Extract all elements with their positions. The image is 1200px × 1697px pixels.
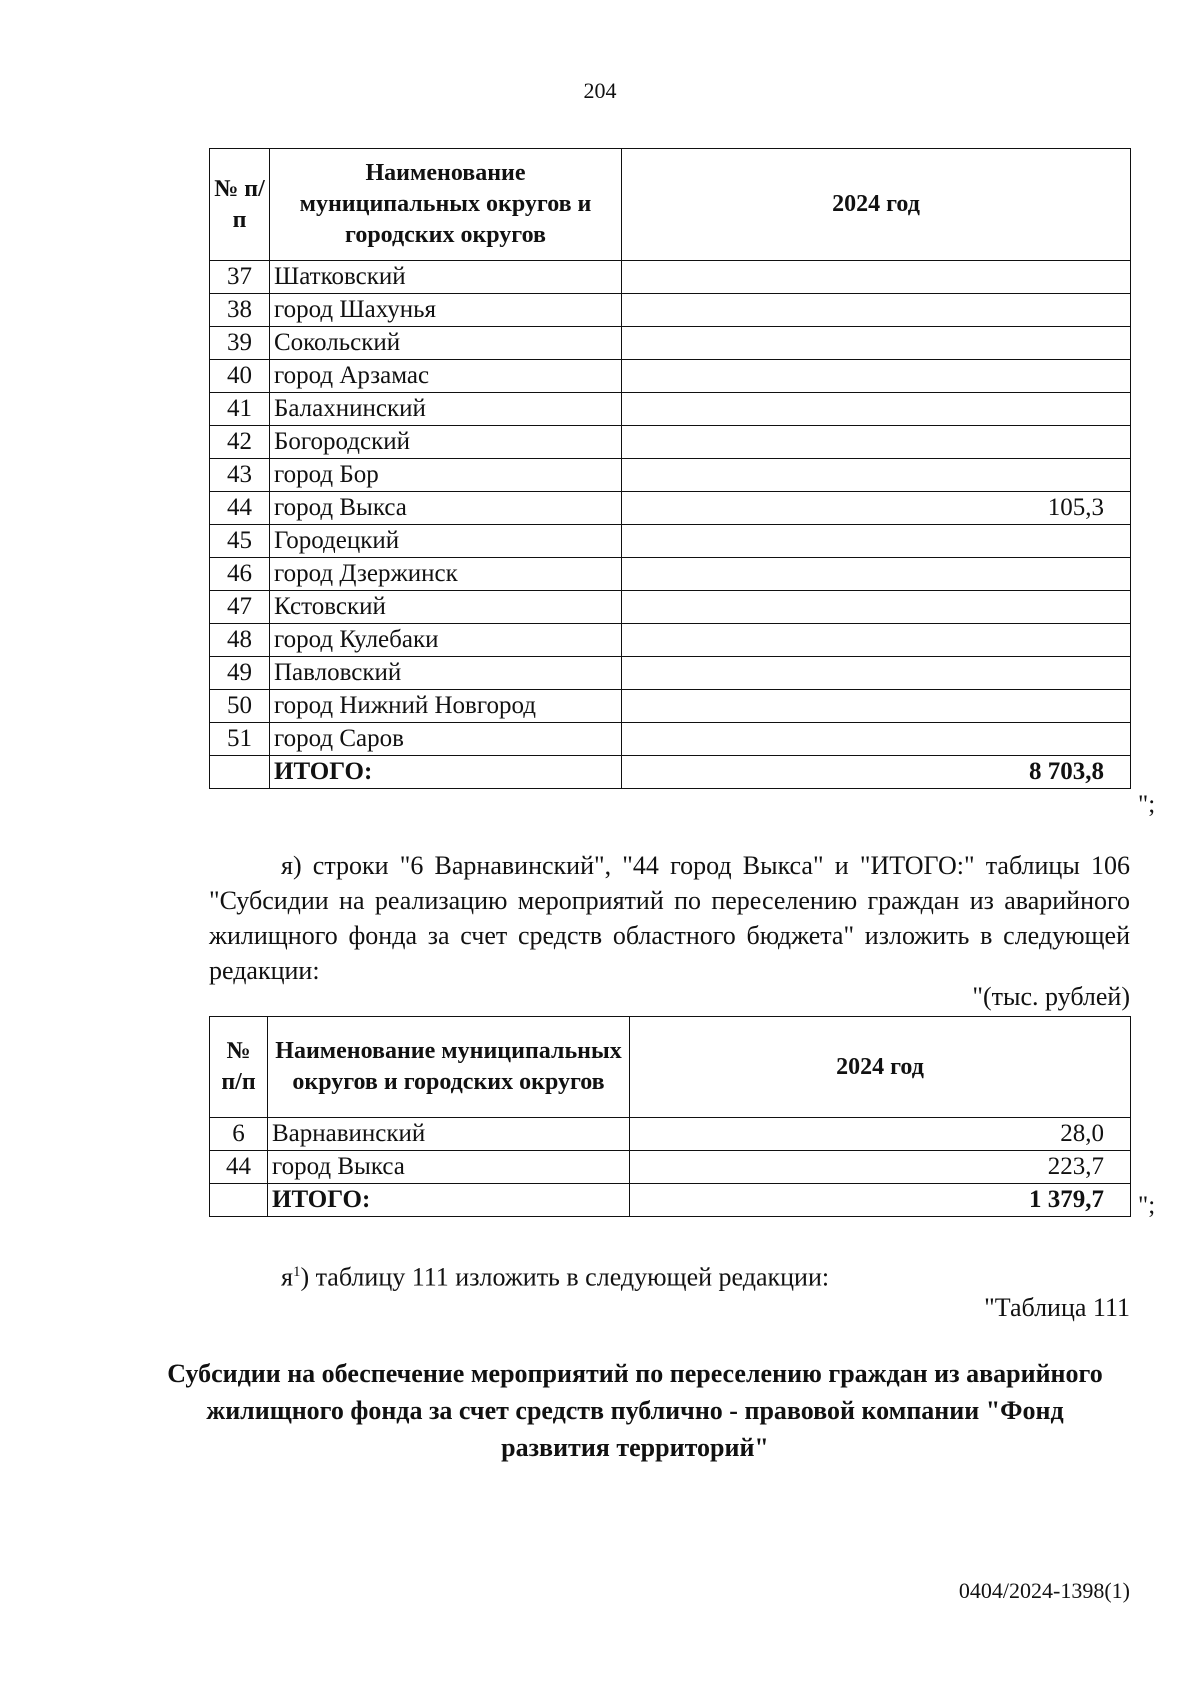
row-name: город Арзамас — [270, 360, 622, 393]
row-value — [622, 360, 1131, 393]
paragraph-text: я) строки "6 Варнавинский", "44 город Выкса" и "ИТОГО:" таблицы 106 "Субсидии на реализацию мероприятий по переселению граждан из аварийного жилищного фонда за счет средств областного бюджета" изложить в следующей редакции: — [209, 851, 1130, 985]
row-value — [622, 657, 1131, 690]
row-value — [622, 525, 1131, 558]
row-number: 45 — [210, 525, 270, 558]
table-row — [210, 690, 1131, 723]
section-heading: Субсидии на обеспечение мероприятий по переселению граждан из аварийного жилищного фонда за счет средств публично - правовой компании "Фонд развития территорий" — [167, 1359, 1103, 1462]
paragraph-amendment-ya1 — [209, 1255, 1130, 1295]
table-row — [210, 624, 1131, 657]
row-value: 105,3 — [622, 492, 1131, 525]
table-header-row — [210, 149, 1131, 261]
header-year: 2024 год — [630, 1017, 1131, 1118]
table-header-row — [210, 1017, 1131, 1118]
row-name: Балахнинский — [270, 393, 622, 426]
row-name: город Выкса — [268, 1151, 630, 1184]
header-num: № п/п — [210, 149, 270, 261]
row-number: 43 — [210, 459, 270, 492]
row-number: 47 — [210, 591, 270, 624]
row-number: 40 — [210, 360, 270, 393]
row-number: 38 — [210, 294, 270, 327]
table-row — [210, 393, 1131, 426]
total-row — [210, 756, 1131, 789]
row-number: 44 — [210, 492, 270, 525]
table-row — [210, 360, 1131, 393]
row-name: Павловский — [270, 657, 622, 690]
row-name: город Нижний Новгород — [270, 690, 622, 723]
row-value — [622, 393, 1131, 426]
table1-closing-quote: "; — [1138, 791, 1156, 818]
table-row — [210, 591, 1131, 624]
header-year: 2024 год — [622, 149, 1131, 261]
table-row — [210, 1151, 1131, 1184]
row-value — [622, 459, 1131, 492]
row-name: Сокольский — [270, 327, 622, 360]
row-name: Шатковский — [270, 261, 622, 294]
table-row — [210, 327, 1131, 360]
paragraph2-text: ) таблицу 111 изложить в следующей редакции: — [300, 1262, 830, 1292]
row-name: Городецкий — [270, 525, 622, 558]
table-row — [210, 558, 1131, 591]
total-value: 8 703,8 — [622, 756, 1131, 789]
row-number: 50 — [210, 690, 270, 723]
row-value — [622, 723, 1131, 756]
row-name: город Дзержинск — [270, 558, 622, 591]
paragraph2-prefix: я — [281, 1262, 293, 1292]
row-number: 48 — [210, 624, 270, 657]
table-row — [210, 723, 1131, 756]
row-number: 41 — [210, 393, 270, 426]
row-number: 49 — [210, 657, 270, 690]
table-row — [210, 294, 1131, 327]
table-106-rows — [209, 1016, 1131, 1217]
row-number: 6 — [210, 1118, 268, 1151]
row-value — [622, 558, 1131, 591]
row-name: Кстовский — [270, 591, 622, 624]
paragraph-amendment-ya — [209, 848, 1130, 988]
total-value: 1 379,7 — [630, 1184, 1131, 1217]
row-value — [622, 261, 1131, 294]
row-name: Варнавинский — [268, 1118, 630, 1151]
table-row — [210, 492, 1131, 525]
row-number: 51 — [210, 723, 270, 756]
total-label: ИТОГО: — [268, 1184, 630, 1217]
row-number: 39 — [210, 327, 270, 360]
row-name: город Саров — [270, 723, 622, 756]
row-name: город Шахунья — [270, 294, 622, 327]
row-value — [622, 624, 1131, 657]
row-value — [622, 294, 1131, 327]
document-code: 0404/2024-1398(1) — [958, 1578, 1130, 1603]
table-row — [210, 657, 1131, 690]
row-number: 42 — [210, 426, 270, 459]
table-label: "Таблица 111 — [984, 1293, 1130, 1322]
table-row — [210, 459, 1131, 492]
table-row — [210, 525, 1131, 558]
row-value — [622, 327, 1131, 360]
row-name: город Выкса — [270, 492, 622, 525]
row-value — [622, 591, 1131, 624]
row-value — [622, 690, 1131, 723]
row-number: 46 — [210, 558, 270, 591]
header-name: Наименование муниципальных округов и городских округов — [268, 1017, 630, 1118]
header-name: Наименование муниципальных округов и городских округов — [270, 149, 622, 261]
paragraph2-sup: 1 — [292, 1264, 301, 1280]
page-number: 204 — [583, 78, 617, 103]
units-note: "(тыс. рублей) — [972, 982, 1130, 1011]
total-row — [210, 1184, 1131, 1217]
table-row — [210, 426, 1131, 459]
row-value: 28,0 — [630, 1118, 1131, 1151]
table-row — [210, 1118, 1131, 1151]
total-label: ИТОГО: — [270, 756, 622, 789]
table2-closing-quote: "; — [1138, 1192, 1156, 1219]
header-num: № п/п — [210, 1017, 268, 1118]
row-number: 37 — [210, 261, 270, 294]
row-name: город Кулебаки — [270, 624, 622, 657]
row-value: 223,7 — [630, 1151, 1131, 1184]
table-row — [210, 261, 1131, 294]
row-value — [622, 426, 1131, 459]
row-name: город Бор — [270, 459, 622, 492]
row-number: 44 — [210, 1151, 268, 1184]
table-municipalities-continued — [209, 148, 1131, 789]
row-name: Богородский — [270, 426, 622, 459]
